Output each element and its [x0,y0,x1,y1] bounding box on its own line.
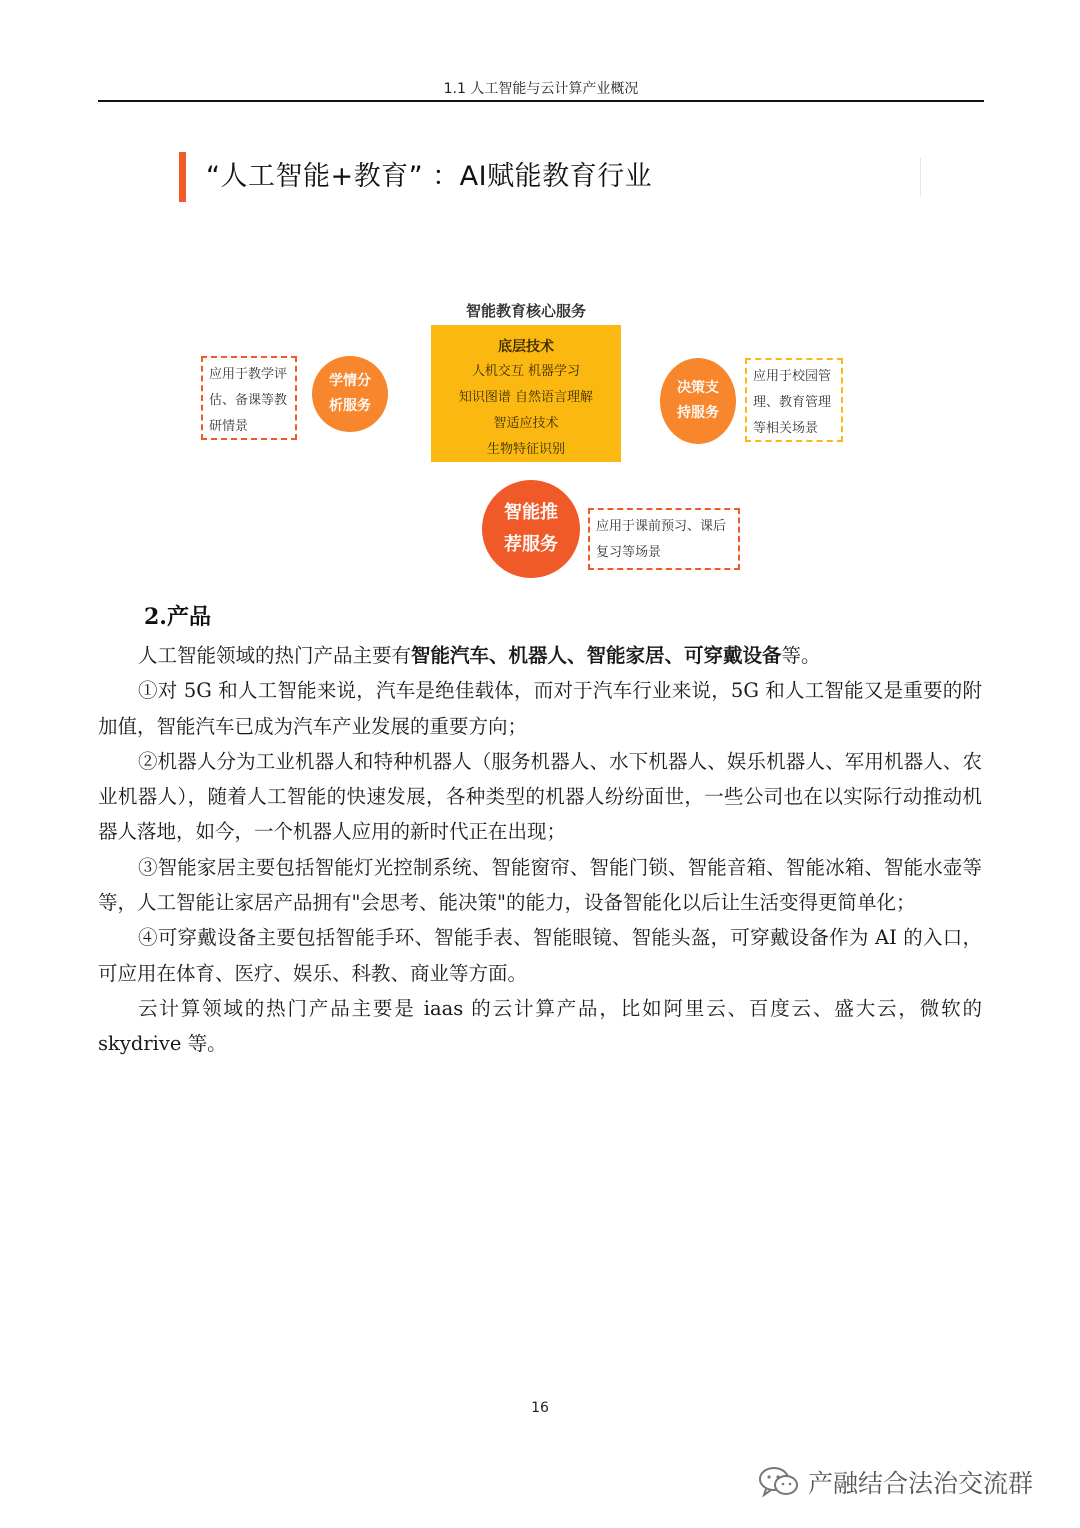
note-line: 应用于校园管 [753,369,832,384]
note-line: 理、教育管理 [753,395,832,410]
learning-analysis-circle [312,356,388,432]
note-line: 应用于教学评 [209,367,288,382]
paragraph-intro [98,638,982,673]
paragraph-cars: ①对 5G 和人工智能来说，汽车是绝佳载体，而对于汽车行业来说，5G 和人工智能又是重要的附加值，智能汽车已成为汽车产业发展的重要方向； [98,679,982,738]
note-line: 研情景 [209,419,249,434]
learning-analysis-note [201,356,297,440]
core-line: 智适应技术 [493,416,559,431]
circle-label: 持服务 [677,405,719,421]
note-line: 应用于课前预习、课后 [596,519,727,534]
decision-support-note [745,358,843,442]
core-technology-box [431,325,621,462]
circle-label: 析服务 [329,398,371,414]
education-diagram [0,0,1080,600]
recommendation-circle [482,480,580,578]
paragraph-cloud: 云计算领域的热门产品主要是 iaas 的云计算产品，比如阿里云、百度云、盛大云，微软的 skydrive 等。 [98,996,982,1056]
body-text [98,638,982,1062]
intro-bold-products: 智能汽车、机器人、智能家居、可穿戴设备 [411,644,782,667]
slide-title: “人工智能+教育” ：AI赋能教育行业 [206,161,653,192]
intro-tail: 等。 [781,644,821,667]
core-line: 知识图谱 自然语言理解 [458,390,594,405]
intro-text: 人工智能领域的热门产品主要有 [138,644,412,667]
circle-label: 学情分 [329,373,371,389]
diagram-caption: 智能教育核心服务 [465,302,586,320]
paragraph-smart-home: ③智能家居主要包括智能灯光控制系统、智能窗帘、智能门锁、智能音箱、智能冰箱、智能水壶等等，人工智能让家居产品拥有"会思考、能决策"的能力，设备智能化以后让生活变得更简单化； [98,855,982,915]
core-line: 生物特征识别 [486,442,565,457]
page-number: 16 [531,1400,549,1416]
watermark [758,1462,1033,1502]
note-line: 等相关场景 [753,421,819,436]
circle-label: 荐服务 [504,534,558,555]
circle-label: 智能推 [504,502,558,523]
section-heading: 2.产品 [144,604,211,630]
paragraph-robots: ②机器人分为工业机器人和特种机器人（服务机器人、水下机器人、娱乐机器人、军用机器人、农业机器人），随着人工智能的快速发展，各种类型的机器人纷纷面世，一些公司也在以实际行动推动机器人落地，如今，一个机器人应用的新时代正在出现； [98,749,982,844]
core-line: 人机交互 机器学习 [471,364,581,379]
watermark-text: 产融结合法治交流群 [808,1469,1034,1498]
core-title: 底层技术 [498,339,554,355]
circle-label: 决策支 [677,380,719,396]
running-header: 1.1 人工智能与云计算产业概况 [443,81,639,97]
paragraph-wearables: ④可穿戴设备主要包括智能手环、智能手表、智能眼镜、智能头盔，可穿戴设备作为 AI 的入口，可应用在体育、医疗、娱乐、科教、商业等方面。 [98,926,982,985]
recommendation-note [588,508,740,570]
note-line: 估、备课等教 [209,393,288,408]
wechat-icon [758,1465,800,1499]
note-line: 复习等场景 [596,545,662,560]
decision-support-circle [660,358,736,444]
